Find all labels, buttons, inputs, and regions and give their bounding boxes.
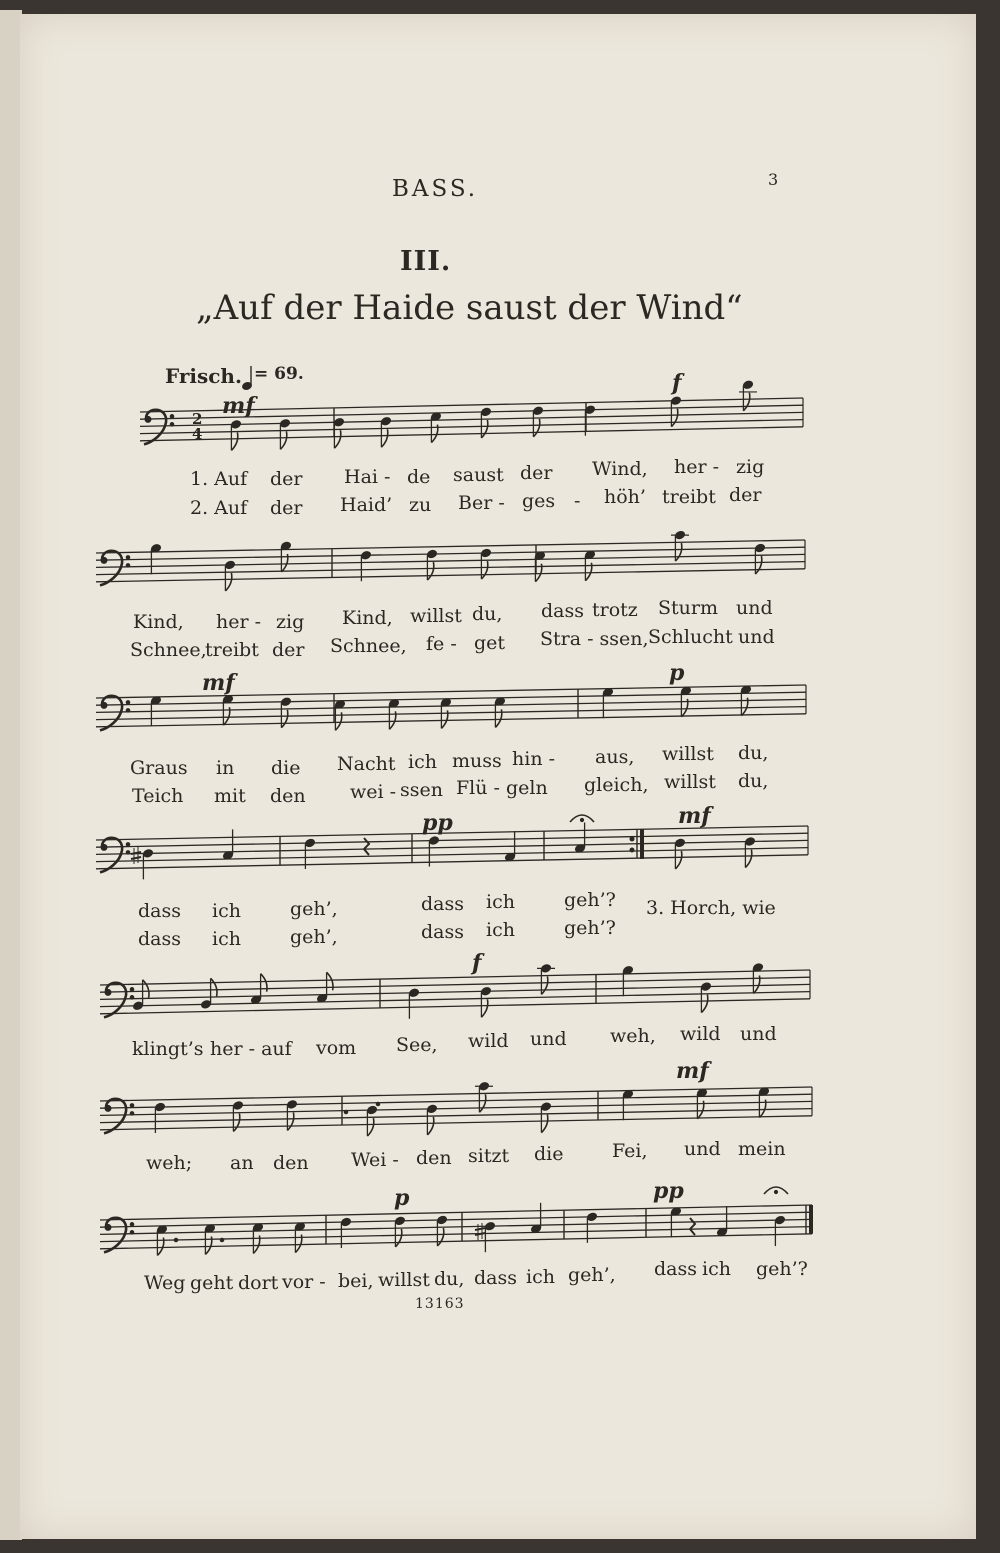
song-number: III. [400,246,452,277]
lyric-syllable: Schlucht [648,626,733,648]
lyric-syllable: du, [738,742,769,764]
lyric-syllable: bei, [338,1270,374,1292]
lyric-syllable: den [270,785,306,807]
lyric-syllable: die [271,757,301,779]
lyric-syllable: dass [138,900,181,922]
lyric-syllable: geh’? [564,889,616,911]
lyric-syllable: Kind, [342,607,393,629]
dynamic-mf: mf [202,670,235,696]
svg-text:4: 4 [192,424,203,443]
lyric-syllable: dass [421,893,464,915]
plate-number: 13163 [415,1296,465,1312]
lyric-syllable: dass [421,921,464,943]
lyric-syllable: wei - [350,781,397,803]
lyric-syllable: ich [486,891,515,913]
lyric-syllable: Wei - [351,1149,399,1171]
lyric-syllable: geh’, [568,1264,616,1286]
lyric-syllable: ich [212,900,241,922]
lyric-syllable: See, [396,1034,438,1056]
lyric-syllable: und [530,1028,567,1050]
lyric-syllable: 3. Horch, wie [646,897,776,919]
lyric-syllable: zig [736,456,765,478]
lyric-syllable: aus, [595,746,635,768]
lyric-syllable: und [684,1138,721,1160]
dynamic-pp: pp [422,810,453,836]
lyric-syllable: in [216,757,235,779]
lyric-syllable: her - [216,611,262,633]
part-name: BASS. [392,176,479,202]
lyric-syllable: Schnee, [130,639,207,661]
lyric-syllable: vom [316,1037,357,1059]
page-number: 3 [768,170,779,189]
lyric-syllable: weh; [146,1152,193,1174]
lyric-syllable: klingt’s [132,1038,204,1060]
lyric-syllable: dass [654,1258,697,1280]
dynamic-mf: mf [676,1058,709,1084]
lyric-syllable: ssen [400,779,443,801]
lyric-syllable: dass [474,1267,517,1289]
lyric-syllable: Teich [132,785,184,807]
metronome-marking: = 69. [254,364,304,384]
lyric-syllable: her - auf [210,1038,292,1060]
metronome-note-icon [241,366,253,391]
lyric-syllable: Sturm [658,597,718,619]
lyric-syllable: Nacht [337,753,396,775]
lyric-syllable: willst [662,743,714,765]
lyric-syllable: und [738,626,775,648]
dynamic-pp: pp [653,1178,684,1204]
lyric-syllable: dort [238,1272,279,1294]
lyric-syllable: treibt [662,486,716,508]
lyric-syllable: zig [276,611,305,633]
lyric-syllable: Wind, [592,458,648,480]
lyric-syllable: wild [680,1023,721,1045]
lyric-syllable: willst [378,1269,430,1291]
lyric-syllable: ges [522,490,556,512]
lyric-syllable: ich [702,1258,731,1280]
lyric-syllable: der [270,497,303,519]
lyric-syllable: treibt [205,639,259,661]
lyric-syllable: willst [410,605,462,627]
lyric-syllable: vor - [282,1271,326,1293]
lyric-syllable: geh’, [290,898,338,920]
lyric-syllable: die [534,1143,564,1165]
lyric-syllable: höh’ [604,486,646,508]
lyric-syllable: 2. Auf [190,497,248,519]
lyric-syllable: du, [434,1268,465,1290]
dynamic-p: p [394,1185,410,1211]
lyric-syllable: und [740,1023,777,1045]
lyric-syllable: Graus [130,757,188,779]
song-title: „Auf der Haide saust der Wind“ [196,288,743,328]
lyric-syllable: wild [468,1030,509,1052]
dynamic-mf: mf [222,393,255,419]
lyric-syllable: mein [738,1138,786,1160]
lyric-syllable: Ber - [458,492,505,514]
lyric-syllable: Kind, [133,611,184,633]
lyric-syllable: mit [214,785,246,807]
dynamic-f: f [472,950,482,976]
lyric-syllable: muss [452,750,502,772]
lyric-syllable: 1. Auf [190,468,248,490]
lyric-syllable: sitzt [468,1145,510,1167]
lyric-syllable: der [520,462,553,484]
lyric-syllable: saust [453,464,504,486]
dynamic-p: p [669,660,685,686]
lyric-syllable: geh’? [564,917,616,939]
lyric-syllable: ich [212,928,241,950]
lyric-syllable: und [736,597,773,619]
lyric-syllable: weh, [610,1025,656,1047]
svg-text:2: 2 [192,409,203,428]
lyric-syllable: geh’, [290,926,338,948]
dynamic-f: f [672,370,682,396]
lyric-syllable: ich [526,1266,555,1288]
lyric-syllable: get [474,632,506,654]
lyric-syllable: her - [674,456,720,478]
lyric-syllable: fe - [426,633,457,655]
dynamic-mf: mf [678,803,711,829]
lyric-syllable: Schnee, [330,635,407,657]
lyric-syllable: Flü - geln [456,777,548,799]
lyric-syllable: Haid’ [340,494,393,516]
lyric-syllable: - [574,490,581,512]
lyric-syllable: willst [664,771,716,793]
lyric-syllable: ich [486,919,515,941]
lyric-syllable: gleich, [584,774,649,796]
tempo-marking: Frisch. [165,364,242,388]
lyric-syllable: den [416,1147,452,1169]
lyric-syllable: du, [472,603,503,625]
lyric-syllable: trotz [592,599,638,621]
lyric-syllable: Stra - ssen, [540,628,649,650]
lyric-syllable: zu [409,494,432,516]
lyric-syllable: der [270,468,303,490]
lyric-syllable: geht [190,1272,234,1294]
lyric-syllable: ich [408,751,437,773]
lyric-syllable: hin - [512,748,556,770]
lyric-syllable: Hai - [344,466,391,488]
lyric-syllable: dass [138,928,181,950]
lyric-syllable: geh’? [756,1258,808,1280]
lyric-syllable: an [230,1152,254,1174]
lyric-syllable: der [729,484,762,506]
lyric-syllable: Weg [144,1272,186,1294]
lyric-syllable: du, [738,770,769,792]
lyric-syllable: den [273,1152,309,1174]
lyric-syllable: der [272,639,305,661]
lyric-syllable: dass [541,600,584,622]
lyric-syllable: Fei, [612,1140,648,1162]
lyric-syllable: de [407,466,431,488]
